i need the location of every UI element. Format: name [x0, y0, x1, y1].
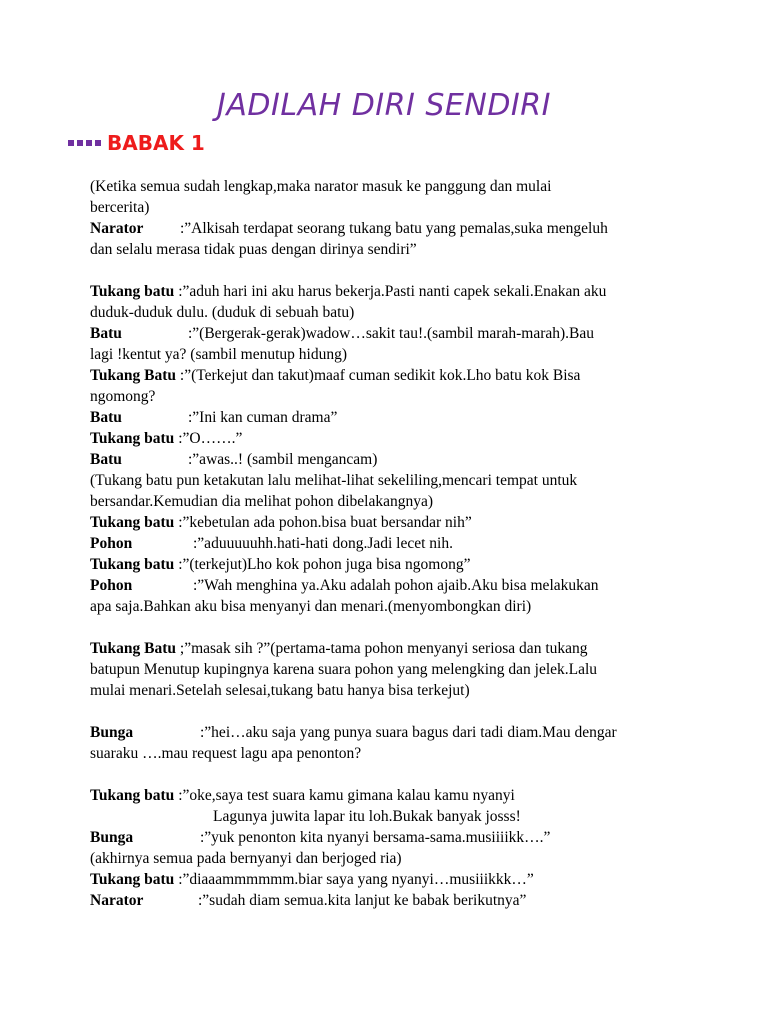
dialogue-continuation: suaraku ….mau request lagu apa penonton?: [90, 745, 362, 762]
dialogue-continuation: mulai menari.Setelah selesai,tukang batu hanya bisa terkejut): [90, 682, 470, 699]
dialogue-text: :”(Bergerak-gerak)wadow…sakit tau!.(sambil marah-marah).Bau: [188, 325, 594, 342]
speaker-name: Narator: [90, 892, 144, 909]
dialogue-text: :”kebetulan ada pohon.bisa buat bersandar nih”: [174, 514, 472, 531]
stage-direction: bersandar.Kemudian dia melihat pohon dibelakangnya): [90, 493, 434, 510]
dialogue-text: :”sudah diam semua.kita lanjut ke babak berikutnya”: [198, 892, 527, 909]
stage-direction: (Ketika semua sudah lengkap,maka narator masuk ke panggung dan mulai: [90, 178, 552, 195]
dialogue-line: [90, 365, 690, 386]
speaker-name: Tukang batu: [90, 514, 175, 531]
section-heading: [68, 130, 205, 156]
dialogue-line: [90, 533, 690, 554]
dialogue-text: :”oke,saya test suara kamu gimana kalau kamu nyanyi: [174, 787, 515, 804]
speaker-name: Batu: [90, 325, 122, 342]
dialogue-text: :”O…….”: [174, 430, 243, 447]
dialogue-line: [90, 785, 690, 806]
dialogue-text: :”Wah menghina ya.Aku adalah pohon ajaib.Aku bisa melakukan: [193, 577, 599, 594]
dialogue-continuation: lagi !kentut ya? (sambil menutup hidung): [90, 346, 347, 363]
square-bullet-icon: [68, 140, 101, 146]
dialogue-text: :”aduh hari ini aku harus bekerja.Pasti nanti capek sekali.Enakan aku: [174, 283, 607, 300]
section-label: BABAK 1: [107, 131, 205, 155]
dialogue-line: [90, 512, 690, 533]
dialogue-line: [90, 449, 690, 470]
dialogue-continuation: Lagunya juwita lapar itu loh.Bukak banyak josss!: [213, 808, 521, 825]
dialogue-line: [90, 407, 690, 428]
dialogue-continuation: duduk-duduk dulu. (duduk di sebuah batu): [90, 304, 355, 321]
dialogue-line: [90, 323, 690, 344]
dialogue-continuation: dan selalu merasa tidak puas dengan dirinya sendiri”: [90, 241, 417, 258]
dialogue-line: [90, 281, 690, 302]
dialogue-line: [90, 638, 690, 659]
stage-direction: bercerita): [90, 199, 150, 216]
stage-direction: (akhirnya semua pada bernyanyi dan berjoged ria): [90, 850, 402, 867]
speaker-name: Bunga: [90, 829, 134, 846]
speaker-name: Batu: [90, 451, 122, 468]
speaker-name: Tukang batu: [90, 430, 175, 447]
dialogue-line: [90, 575, 690, 596]
dialogue-text: :”yuk penonton kita nyanyi bersama-sama.musiiiikk….”: [200, 829, 551, 846]
dialogue-line: [90, 869, 690, 890]
speaker-name: Tukang batu: [90, 556, 175, 573]
dialogue-text: :”diaaammmmmm.biar saya yang nyanyi…musiiikkk…”: [174, 871, 534, 888]
dialogue-line: [90, 428, 690, 449]
dialogue-text: :”Ini kan cuman drama”: [188, 409, 338, 426]
dialogue-continuation: batupun Menutup kupingnya karena suara pohon yang melengking dan jelek.Lalu: [90, 661, 598, 678]
speaker-name: Tukang batu: [90, 283, 175, 300]
dialogue-text: :”hei…aku saja yang punya suara bagus dari tadi diam.Mau dengar: [200, 724, 617, 741]
dialogue-text: :”(Terkejut dan takut)maaf cuman sedikit kok.Lho batu kok Bisa: [176, 367, 581, 384]
dialogue-continuation: apa saja.Bahkan aku bisa menyanyi dan menari.(menyombongkan diri): [90, 598, 532, 615]
speaker-name: Narator: [90, 220, 144, 237]
speaker-name: Bunga: [90, 724, 134, 741]
dialogue-text: ;”masak sih ?”(pertama-tama pohon menyanyi seriosa dan tukang: [176, 640, 588, 657]
dialogue-text: :”awas..! (sambil mengancam): [188, 451, 378, 468]
speaker-name: Tukang Batu: [90, 640, 177, 657]
dialogue-line: [90, 218, 690, 239]
speaker-name: Pohon: [90, 577, 133, 594]
speaker-name: Batu: [90, 409, 122, 426]
dialogue-text: :”aduuuuuhh.hati-hati dong.Jadi lecet nih.: [193, 535, 453, 552]
script-body: [90, 176, 690, 911]
dialogue-line: [90, 554, 690, 575]
dialogue-continuation: ngomong?: [90, 388, 156, 405]
dialogue-text: :”Alkisah terdapat seorang tukang batu yang pemalas,suka mengeluh: [180, 220, 608, 237]
dialogue-line: [90, 722, 690, 743]
document-title: JADILAH DIRI SENDIRI: [217, 88, 551, 123]
stage-direction: (Tukang batu pun ketakutan lalu melihat-lihat sekeliling,mencari tempat untuk: [90, 472, 578, 489]
speaker-name: Tukang batu: [90, 871, 175, 888]
speaker-name: Tukang Batu: [90, 367, 177, 384]
dialogue-text: :”(terkejut)Lho kok pohon juga bisa ngomong”: [174, 556, 471, 573]
speaker-name: Pohon: [90, 535, 133, 552]
speaker-name: Tukang batu: [90, 787, 175, 804]
dialogue-line: [90, 827, 690, 848]
dialogue-line: [90, 890, 690, 911]
